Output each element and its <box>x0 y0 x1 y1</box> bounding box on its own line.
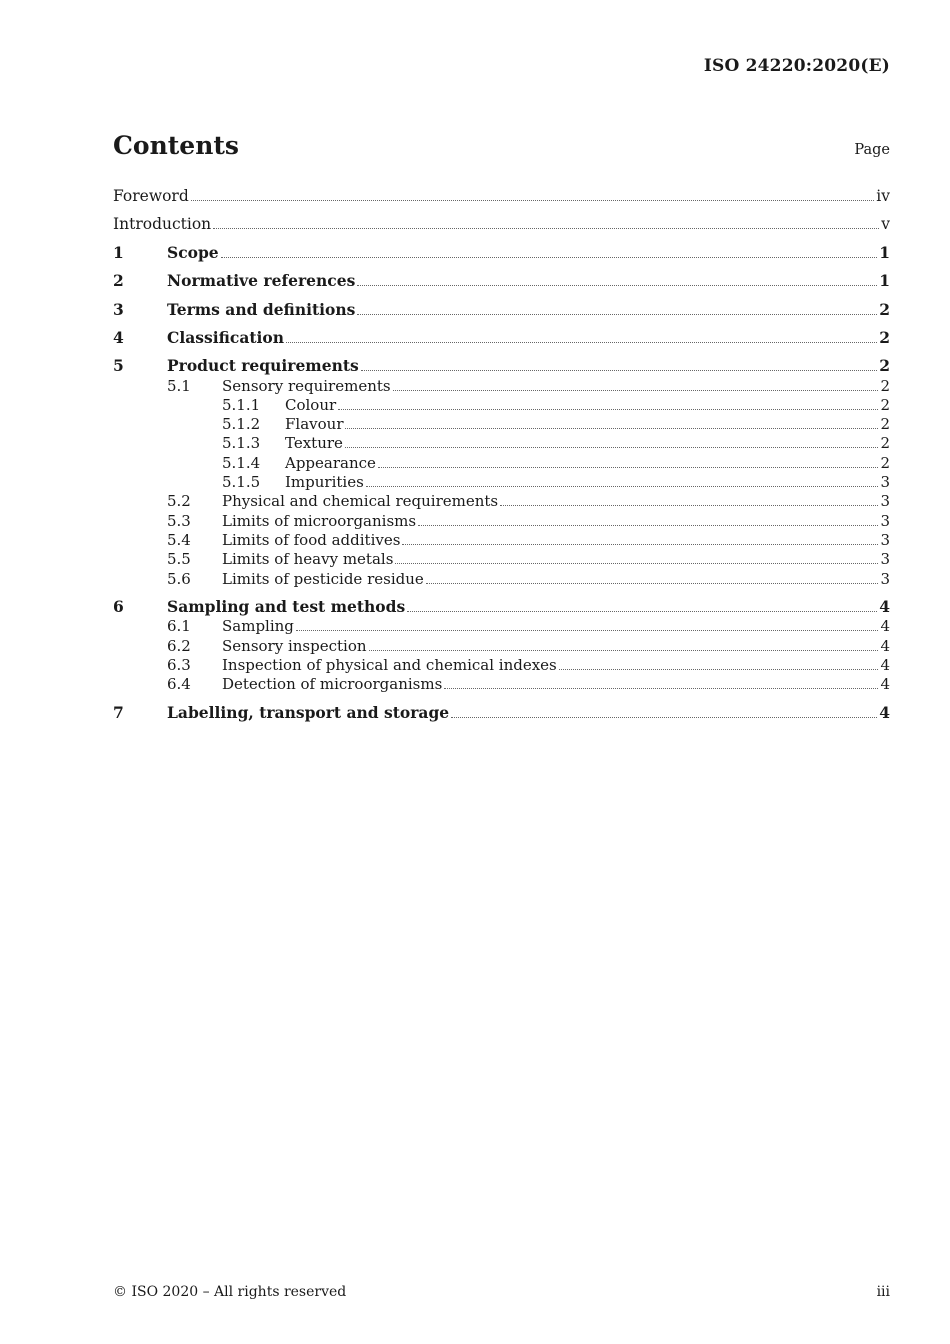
dot-leader <box>378 466 879 468</box>
toc-entry-number: 6.4 <box>167 675 191 693</box>
dot-leader <box>357 284 877 286</box>
toc-entry-page: 3 <box>880 570 890 588</box>
toc-entry[interactable] <box>113 597 890 617</box>
dot-leader <box>366 485 879 487</box>
toc-entry-page: 2 <box>879 328 890 347</box>
toc-entry-number: 5.1 <box>167 377 191 395</box>
toc-entry-number: 6.2 <box>167 637 191 655</box>
dot-leader <box>296 629 879 631</box>
toc-entry[interactable] <box>113 569 890 589</box>
toc-entry-number: 5.2 <box>167 492 191 510</box>
toc-entry-title: Limits of food additives <box>222 531 401 549</box>
toc-entry[interactable] <box>113 636 890 656</box>
toc-entry-page: 1 <box>879 271 890 290</box>
toc-entry-title: Limits of pesticide residue <box>222 570 424 588</box>
toc-entry-page: 2 <box>879 300 890 319</box>
page-column-label: Page <box>854 142 890 158</box>
toc-entry-number: 2 <box>113 271 124 290</box>
toc-entry-number: 6 <box>113 597 124 616</box>
dot-leader <box>402 543 878 545</box>
dot-leader <box>500 504 878 506</box>
toc-entry-number: 5.1.2 <box>222 415 261 433</box>
toc-entry[interactable] <box>113 530 890 550</box>
footer-page-number: iii <box>876 1284 890 1300</box>
toc-entry[interactable] <box>113 674 890 694</box>
toc-entry[interactable] <box>113 271 890 291</box>
dot-leader <box>213 227 879 229</box>
toc-entry-title: Physical and chemical requirements <box>222 492 499 510</box>
toc-entry-title: Normative references <box>167 271 356 290</box>
toc-entry-number: 3 <box>113 300 124 319</box>
toc-entry[interactable] <box>113 472 890 492</box>
toc-entry[interactable] <box>113 491 890 511</box>
toc-entry-title: Appearance <box>285 454 376 472</box>
toc-entry-title: Foreword <box>113 187 189 205</box>
toc-entry[interactable] <box>113 300 890 320</box>
toc-entry[interactable] <box>113 214 890 234</box>
dot-leader <box>345 427 878 429</box>
toc-entry-page: v <box>881 215 890 233</box>
dot-leader <box>338 408 878 410</box>
toc-entry-number: 5.1.4 <box>222 454 261 472</box>
toc-entry-page: 4 <box>879 703 890 722</box>
dot-leader <box>559 668 879 670</box>
toc-entry[interactable] <box>113 453 890 473</box>
toc-entry-title: Sensory inspection <box>222 637 367 655</box>
dot-leader <box>357 313 877 315</box>
dot-leader <box>444 687 878 689</box>
toc-entry-number: 5.6 <box>167 570 191 588</box>
toc-entry-number: 5.3 <box>167 512 191 530</box>
toc-entry-page: 4 <box>880 656 890 674</box>
toc-entry-page: 3 <box>880 512 890 530</box>
toc-entry[interactable] <box>113 414 890 434</box>
toc-entry-title: Limits of microorganisms <box>222 512 417 530</box>
dot-leader <box>418 524 878 526</box>
toc-entry-page: 2 <box>880 396 890 414</box>
toc-entry-page: 2 <box>880 415 890 433</box>
toc-entry-title: Sensory requirements <box>222 377 391 395</box>
dot-leader <box>191 199 875 201</box>
toc-entry[interactable] <box>113 655 890 675</box>
toc-entry-number: 4 <box>113 328 124 347</box>
toc-entry[interactable] <box>113 328 890 348</box>
toc-entry-title: Sampling <box>222 617 294 635</box>
toc-entry[interactable] <box>113 616 890 636</box>
dot-leader <box>369 649 879 651</box>
toc-entry[interactable] <box>113 433 890 453</box>
toc-entry[interactable] <box>113 511 890 531</box>
toc-entry-number: 5 <box>113 356 124 375</box>
toc-entry-page: 2 <box>880 434 890 452</box>
toc-entry-title: Texture <box>285 434 343 452</box>
toc-entry-page: 2 <box>880 454 890 472</box>
toc-entry-page: 2 <box>879 356 890 375</box>
toc-entry-page: 3 <box>880 473 890 491</box>
toc-entry[interactable] <box>113 356 890 376</box>
dot-leader <box>221 256 878 258</box>
toc-entry-number: 6.1 <box>167 617 191 635</box>
toc-entry[interactable] <box>113 703 890 723</box>
toc-entry-page: 4 <box>880 675 890 693</box>
toc-entry-title: Scope <box>167 243 219 262</box>
toc-entry-page: 2 <box>880 377 890 395</box>
dot-leader <box>451 716 877 718</box>
toc-entry[interactable] <box>113 395 890 415</box>
toc-entry-title: Terms and definitions <box>167 300 356 319</box>
toc-entry-page: 4 <box>880 617 890 635</box>
toc-entry-page: 4 <box>879 597 890 616</box>
toc-entry-title: Detection of microorganisms <box>222 675 443 693</box>
toc-entry-title: Sampling and test methods <box>167 597 406 616</box>
dot-leader <box>407 610 877 612</box>
toc-entry-page: 4 <box>880 637 890 655</box>
toc-entry-number: 5.1.3 <box>222 434 261 452</box>
toc-entry-number: 6.3 <box>167 656 191 674</box>
footer-copyright: © ISO 2020 – All rights reserved <box>113 1284 347 1300</box>
dot-leader <box>426 582 879 584</box>
toc-entry-page: 3 <box>880 492 890 510</box>
toc-entry-title: Classification <box>167 328 285 347</box>
toc-entry-title: Product requirements <box>167 356 359 375</box>
toc-entry-title: Colour <box>285 396 337 414</box>
toc-entry-title: Impurities <box>285 473 364 491</box>
dot-leader <box>286 341 877 343</box>
dot-leader <box>361 369 877 371</box>
dot-leader <box>393 389 879 391</box>
contents-title: Contents <box>113 131 240 160</box>
toc-entry-page: 1 <box>879 243 890 262</box>
dot-leader <box>345 446 879 448</box>
toc-entry-number: 5.1.1 <box>222 396 261 414</box>
toc-entry-title: Inspection of physical and chemical indexes <box>222 656 557 674</box>
toc-entry-title: Flavour <box>285 415 344 433</box>
toc-entry[interactable] <box>113 549 890 569</box>
toc-entry-number: 5.4 <box>167 531 191 549</box>
dot-leader <box>395 562 878 564</box>
toc-entry-number: 5.1.5 <box>222 473 261 491</box>
toc-entry-page: 3 <box>880 531 890 549</box>
toc-entry-title: Limits of heavy metals <box>222 550 394 568</box>
toc-entry-title: Labelling, transport and storage <box>167 703 450 722</box>
toc-entry-number: 7 <box>113 703 124 722</box>
toc-entry[interactable] <box>113 186 890 206</box>
toc-entry-number: 1 <box>113 243 124 262</box>
toc-entry[interactable] <box>113 243 890 263</box>
toc-entry-number: 5.5 <box>167 550 191 568</box>
toc-entry-page: iv <box>876 187 890 205</box>
toc-entry-title: Introduction <box>113 215 212 233</box>
toc-entry-page: 3 <box>880 550 890 568</box>
document-id: ISO 24220:2020(E) <box>703 56 890 76</box>
toc-entry[interactable] <box>113 376 890 396</box>
